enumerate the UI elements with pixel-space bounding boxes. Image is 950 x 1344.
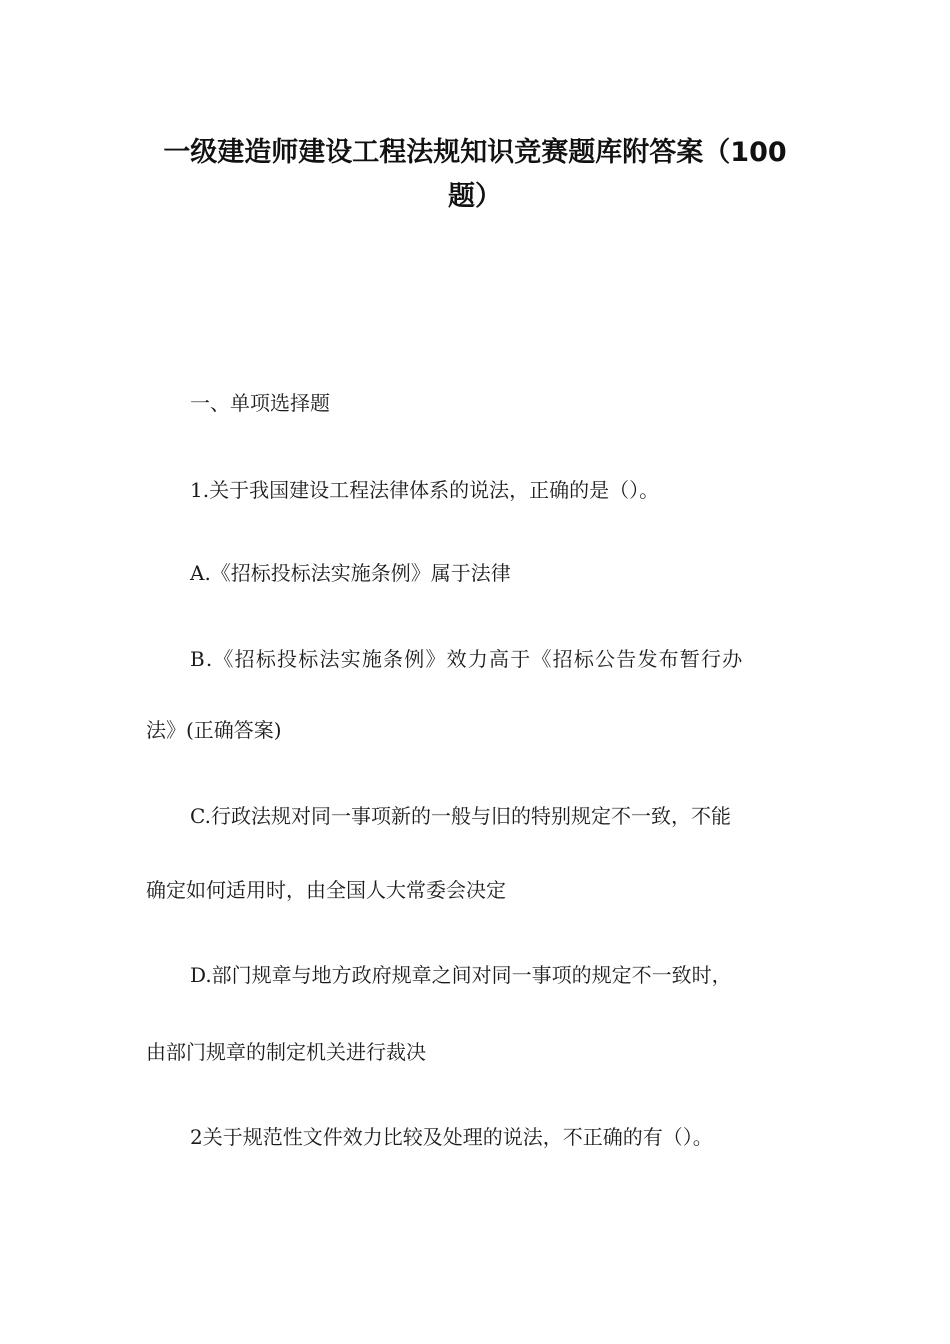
question-1-option-a: A.《招标投标法实施条例》属于法律 — [190, 561, 511, 585]
question-1-stem: 1.关于我国建设工程法律体系的说法，正确的是（）。 — [190, 478, 660, 502]
section-heading: 一、单项选择题 — [190, 391, 330, 415]
question-1-option-c-line-2: 确定如何适用时，由全国人大常委会决定 — [146, 878, 506, 902]
question-1-option-b-line-1: B.《招标投标法实施条例》效力高于《招标公告发布暂行办 — [190, 647, 744, 671]
question-1-option-b-line-2: 法》(正确答案) — [146, 718, 282, 742]
question-1-option-d-line-1: D.部门规章与地方政府规章之间对同一事项的规定不一致时， — [190, 963, 732, 987]
document-title-line-1: 一级建造师建设工程法规知识竞赛题库附答案（100 — [163, 137, 787, 168]
question-1-option-c-line-1: C.行政法规对同一事项新的一般与旧的特别规定不一致，不能 — [190, 804, 731, 828]
question-2-stem: 2关于规范性文件效力比较及处理的说法，不正确的有（）。 — [190, 1125, 713, 1149]
question-1-option-d-line-2: 由部门规章的制定机关进行裁决 — [146, 1040, 426, 1064]
document-title-line-2: 题） — [448, 181, 502, 212]
